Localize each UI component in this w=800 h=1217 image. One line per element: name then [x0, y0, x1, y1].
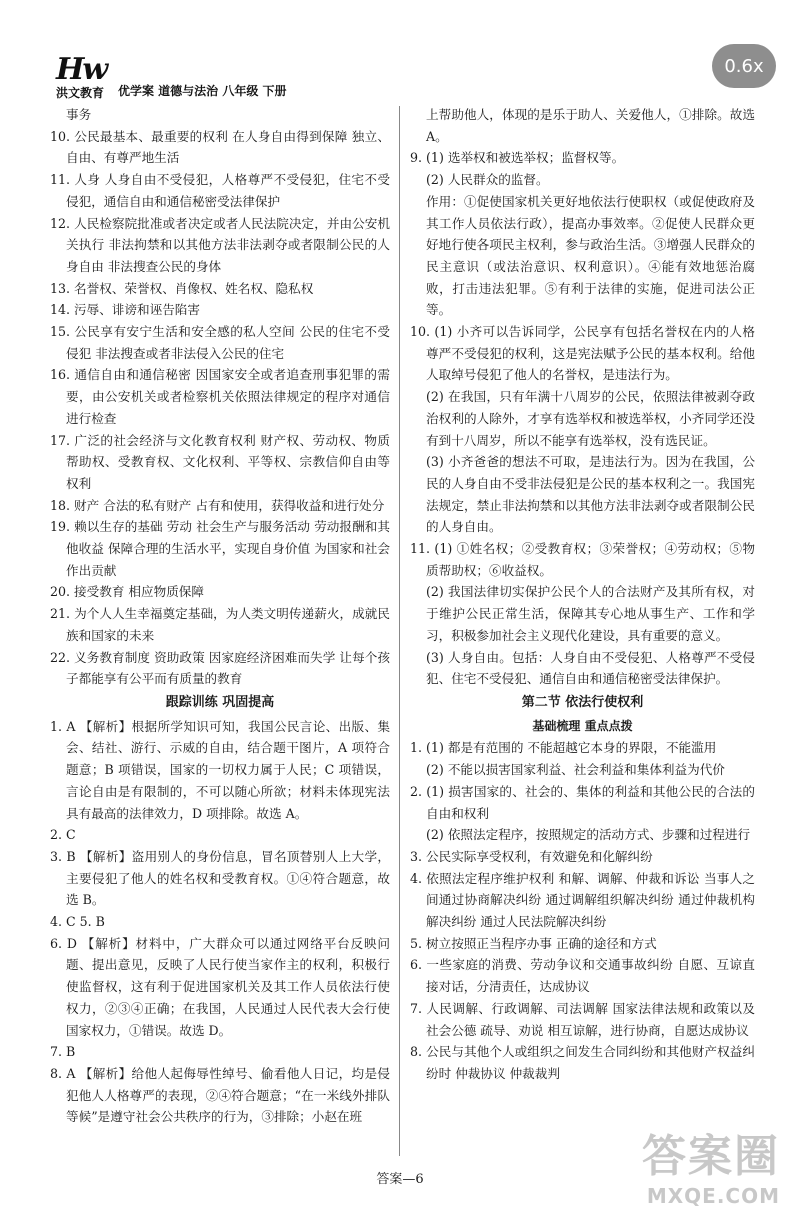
section-heading: 第二节 依法行使权利	[521, 694, 644, 710]
answer-paragraph: (3) 人身自由。包括：人身自由不受侵犯、人格尊严不受侵犯、住宅不受侵犯、通信自由和通信秘密受法律保护。	[426, 649, 755, 687]
answer-paragraph: 3. B 【解析】盗用别人的身份信息，冒名顶替别人上大学，主要侵犯了他人的姓名权和受教育权。①④符合题意，故选 B。	[50, 848, 390, 908]
answer-paragraph: 2. C	[50, 827, 76, 843]
column-divider	[399, 106, 400, 1156]
section-heading: 基础梳理 重点点拨	[532, 718, 633, 733]
answer-paragraph: 7. B	[50, 1044, 76, 1060]
answer-paragraph: 12. 人民检察院批准或者决定或者人民法院决定，并由公安机关执行 非法拘禁和以其他方法非法剥夺或者限制公民的人身自由 非法搜查公民的身体	[50, 215, 390, 274]
answer-paragraph: 22. 义务教育制度 资助政策 因家庭经济困难而失学 让每个孩子都能享有公平而有质量的教育	[50, 649, 390, 687]
zoom-level-button[interactable]: 0.6x	[712, 44, 776, 88]
answer-paragraph: 14. 污辱、诽谤和诬告陷害	[50, 302, 200, 318]
watermark-url: MXQE.COM	[646, 1184, 780, 1208]
answer-paragraph: 13. 名誉权、荣誉权、肖像权、姓名权、隐私权	[50, 280, 314, 296]
answer-paragraph: 19. 赖以生存的基础 劳动 社会生产与服务活动 劳动报酬和其他收益 保障合理的生活水平，实现自身价值 为国家和社会作出贡献	[50, 519, 390, 578]
answer-paragraph: 11. (1) ①姓名权；②受教育权；③荣誉权；④劳动权；⑤物质帮助权；⑥收益权。	[410, 541, 755, 578]
book-title: 优学案 道德与法治 八年级 下册	[118, 84, 287, 98]
page-number: 答案—6	[376, 1172, 424, 1187]
answer-paragraph: 20. 接受教育 相应物质保障	[50, 584, 204, 600]
left-column	[50, 104, 390, 1128]
answer-paragraph: (2) 依照法定程序，按照规定的活动方式、步骤和过程进行	[426, 827, 751, 843]
answer-paragraph: 16. 通信自由和通信秘密 因国家安全或者追查刑事犯罪的需要，由公安机关或者检察机关依照法律规定的程序对通信进行检查	[50, 367, 390, 426]
answer-paragraph: 2. (1) 损害国家的、社会的、集体的利益和其他公民的合法的自由和权利	[410, 783, 755, 821]
answer-paragraph: 8. 公民与其他个人或组织之间发生合同纠纷和其他财产权益纠纷时 仲裁协议 仲裁裁判	[410, 1044, 755, 1081]
answer-paragraph: 上帮助他人，体现的是乐于助人、关爱他人，①排除。故选 A。	[426, 107, 755, 144]
answer-paragraph: 4. C 5. B	[50, 914, 105, 930]
section-heading: 跟踪训练 巩固提高	[165, 694, 275, 710]
answer-paragraph: 21. 为个人人生幸福奠定基础，为人类文明传递薪火，成就民族和国家的未来	[50, 606, 390, 643]
answer-paragraph: 1. A 【解析】根据所学知识可知，我国公民言论、出版、集会、结社、游行、示威的自由，结合题干图片，A 项符合题意；B 项错误，国家的一切权力属于人民；C 项错误，言论自由是有限制的，不可以随心所欲；材料未体现宪法具有最高的法律效力，D 项排除。故选 A。	[50, 718, 390, 821]
answer-paragraph: (2) 我国法律切实保护公民个人的合法财产及其所有权，对于维护公民正常生活，保障其专心地从事生产、工作和学习，积极参加社会主义现代化建设，具有重要的意义。	[426, 584, 755, 643]
answer-paragraph: (2) 在我国，只有年满十八周岁的公民，依照法律被剥夺政治权利的人除外，才享有选举权和被选举权，小齐同学还没有到十八周岁，所以不能享有选举权，没有选民证。	[426, 389, 755, 448]
brand-logo: Hw	[56, 52, 107, 87]
brand-name: 洪文教育	[56, 86, 105, 100]
answer-paragraph: (2) 不能以损害国家利益、社会利益和集体利益为代价	[426, 762, 725, 778]
answer-paragraph: 18. 财产 合法的私有财产 占有和使用，获得收益和进行处分	[50, 497, 385, 513]
answer-paragraph: 作用：①促使国家机关更好地依法行使职权（或促使政府及其工作人员依法行政），提高办事效率。②促使人民群众更好地行使各项民主权利，参与政治生活。③增强人民群众的民主意识（或法治意识、权利意识）。④能有效地惩治腐败，打击违法犯罪。⑤有利于法律的实施，促进司法公正等。	[426, 193, 755, 318]
answer-paragraph: 6. D 【解析】材料中，广大群众可以通过网络平台反映问题、提出意见，反映了人民行使当家作主的权利，积极行使监督权，这有利于促进国家机关及其工作人员依法行使权力，②③④正确；在我国，人民通过人民代表大会行使国家权力，①错误。故选 D。	[50, 935, 390, 1038]
answer-paragraph: (2) 人民群众的监督。	[426, 172, 549, 188]
page-header	[52, 52, 352, 104]
answer-paragraph: 17. 广泛的社会经济与文化教育权利 财产权、劳动权、物质帮助权、受教育权、文化权利、平等权、宗教信仰自由等权利	[50, 432, 390, 491]
answer-paragraph: 10. (1) 小齐可以告诉同学，公民享有包括名誉权在内的人格尊严不受侵犯的权利，这是宪法赋予公民的基本权利。给他人取绰号侵犯了他人的名誉权，是违法行为。	[410, 324, 755, 383]
answer-paragraph: 11. 人身 人身自由不受侵犯，人格尊严不受侵犯，住宅不受侵犯，通信自由和通信秘密受法律保护	[50, 172, 390, 209]
answer-paragraph: 5. 树立按照正当程序办事 正确的途径和方式	[410, 935, 657, 951]
answer-paragraph: 9. (1) 选举权和被选举权；监督权等。	[410, 150, 625, 166]
answer-paragraph: 6. 一些家庭的消费、劳动争议和交通事故纠纷 自愿、互谅直接对话，分清责任，达成协议	[410, 957, 755, 995]
answer-paragraph: 事务	[66, 107, 92, 122]
right-column	[410, 104, 755, 1085]
answer-paragraph: 3. 公民实际享受权利，有效避免和化解纠纷	[410, 848, 653, 864]
answer-paragraph: 8. A 【解析】给他人起侮辱性绰号、偷看他人日记，均是侵犯他人人格尊严的表现，②④符合题意；“在一米线外排队等候”是遵守社会公共秩序的行为，③排除；小赵在班	[50, 1065, 390, 1125]
answer-paragraph: 15. 公民享有安宁生活和安全感的私人空间 公民的住宅不受侵犯 非法搜查或者非法侵入公民的住宅	[50, 324, 390, 361]
answer-paragraph: 4. 依照法定程序维护权利 和解、调解、仲裁和诉讼 当事人之间通过协商解决纠纷 通过调解组织解决纠纷 通过仲裁机构解决纠纷 通过人民法院解决纠纷	[410, 870, 755, 930]
watermark	[642, 1120, 780, 1208]
answer-paragraph: 1. (1) 都是有范围的 不能超越它本身的界限，不能滥用	[410, 740, 717, 756]
answer-paragraph: (3) 小齐爸爸的想法不可取，是违法行为。因为在我国，公民的人身自由不受非法侵犯是公民的基本权利之一。我国宪法规定，禁止非法拘禁和以其他方法非法剥夺或者限制公民的人身自由。	[426, 454, 755, 535]
answer-paragraph: 10. 公民最基本、最重要的权利 在人身自由得到保障 独立、自由、有尊严地生活	[50, 128, 390, 166]
watermark-main: 答案圈	[642, 1131, 780, 1182]
answer-paragraph: 7. 人民调解、行政调解、司法调解 国家法律法规和政策以及社会公德 疏导、劝说 相互谅解，进行协商，自愿达成协议	[410, 1000, 755, 1038]
